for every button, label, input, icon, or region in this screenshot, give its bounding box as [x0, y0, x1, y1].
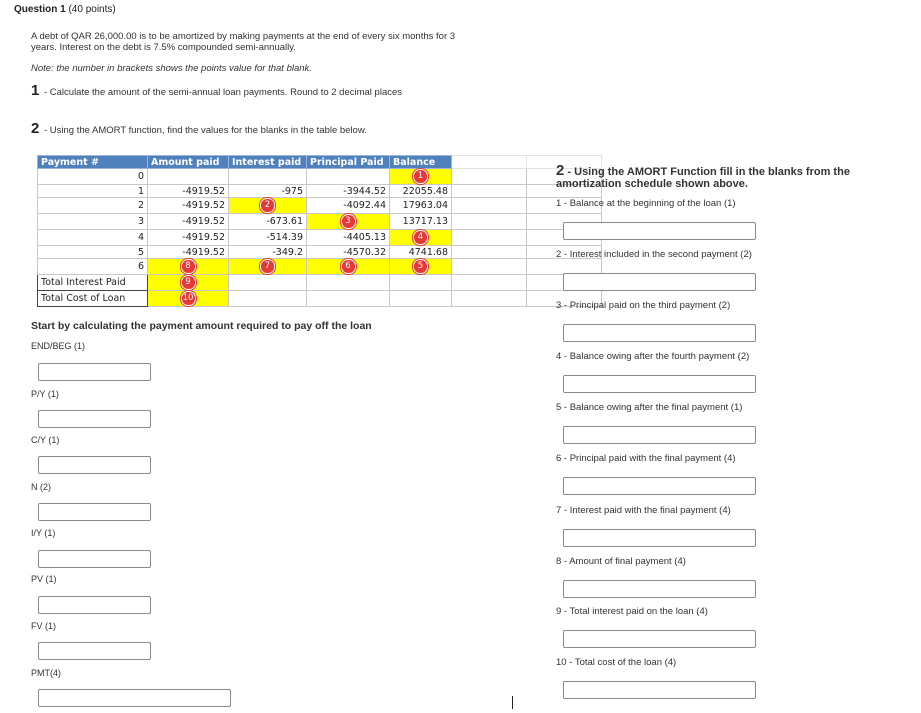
blank-4-label: 4 - Balance owing after the fourth payment (2): [556, 351, 750, 362]
blank-6-input[interactable]: [563, 477, 756, 495]
cell: -975: [229, 185, 307, 198]
empty-cell: [452, 169, 527, 185]
blank-9-label: 9 - Total interest paid on the loan (4): [556, 606, 708, 617]
blank-7-label: 7 - Interest paid with the final payment (4): [556, 505, 731, 516]
col-header: Principal Paid: [307, 156, 390, 169]
step-2-text: - Using the AMORT function, find the values for the blanks in the table below.: [43, 125, 367, 136]
empty-cell: [390, 275, 452, 291]
blank-badge: 10: [181, 291, 196, 306]
cell: -4919.52: [148, 185, 229, 198]
table-row: [38, 246, 602, 259]
blank-cell: [148, 259, 229, 275]
cell: 4: [38, 230, 148, 246]
cell: 13717.13: [390, 214, 452, 230]
col-header: Payment #: [38, 156, 148, 169]
col-header: Balance: [390, 156, 452, 169]
blank-8-label: 8 - Amount of final payment (4): [556, 556, 686, 567]
total-cost-label: Total Cost of Loan: [38, 291, 148, 307]
blank-badge: 8: [181, 259, 196, 274]
table-row: [38, 214, 602, 230]
cell: -4919.52: [148, 230, 229, 246]
table-row: [38, 230, 602, 246]
blank-6-label: 6 - Principal paid with the final payment (4): [556, 453, 736, 464]
question-label: Question 1: [14, 4, 66, 15]
cell: -4919.52: [148, 246, 229, 259]
step-2: [31, 120, 451, 137]
cell: [148, 169, 229, 185]
blank-badge: 7: [260, 259, 275, 274]
cell: -514.39: [229, 230, 307, 246]
cell: 5: [38, 246, 148, 259]
amortization-table: [37, 155, 602, 307]
cell: -673.61: [229, 214, 307, 230]
step-1-text: - Calculate the amount of the semi-annual loan payments. Round to 2 decimal places: [43, 87, 403, 98]
field-label-pv: PV (1): [31, 574, 57, 584]
cell: 2: [38, 198, 148, 214]
blank-1-input[interactable]: [563, 222, 756, 240]
py-input[interactable]: [38, 410, 151, 428]
pmt-input[interactable]: [38, 689, 231, 707]
blank-cell: [229, 198, 307, 214]
text-cursor: [512, 696, 513, 709]
cell: 3: [38, 214, 148, 230]
empty-cell: [307, 275, 390, 291]
empty-cell: [229, 291, 307, 307]
blank-cell: [390, 169, 452, 185]
total-interest-label: Total Interest Paid: [38, 275, 148, 291]
empty-cell: [452, 198, 527, 214]
question-points: (40 points): [68, 4, 116, 15]
field-label-n: N (2): [31, 482, 51, 492]
blank-2-input[interactable]: [563, 273, 756, 291]
field-label-cy: C/Y (1): [31, 435, 60, 445]
empty-cell: [452, 230, 527, 246]
blank-cell: [307, 259, 390, 275]
table-row: [38, 198, 602, 214]
blank-9-input[interactable]: [563, 630, 756, 648]
blank-badge: 9: [181, 275, 196, 290]
field-label-iy: I/Y (1): [31, 528, 56, 538]
empty-cell: [452, 214, 527, 230]
cell: -4919.52: [148, 198, 229, 214]
cell: 22055.48: [390, 185, 452, 198]
table-row: [38, 259, 602, 275]
question-title: [14, 4, 116, 15]
blank-cell: [390, 230, 452, 246]
section-title: Start by calculating the payment amount required to pay off the loan: [31, 320, 372, 332]
blank-3-input[interactable]: [563, 324, 756, 342]
cell: [307, 169, 390, 185]
blank-10-label: 10 - Total cost of the loan (4): [556, 657, 677, 668]
question-intro: A debt of QAR 26,000.00 is to be amortized by making payments at the end of every six months for 3 years. Interest on the debt is 7.5% compounded semi-annually.: [31, 31, 456, 53]
blank-3-label: 3 - Principal paid on the third payment (2): [556, 300, 731, 311]
blank-badge: 2: [260, 198, 275, 213]
field-label-py: P/Y (1): [31, 389, 59, 399]
empty-cell: [452, 259, 527, 275]
fv-input[interactable]: [38, 642, 151, 660]
cell: 6: [38, 259, 148, 275]
step-1-number: 1: [31, 82, 40, 99]
cell: 0: [38, 169, 148, 185]
blank-5-input[interactable]: [563, 426, 756, 444]
blank-2-label: 2 - Interest included in the second payment (2): [556, 249, 752, 260]
points-note: Note: the number in brackets shows the points value for that blank.: [31, 63, 312, 74]
iy-input[interactable]: [38, 550, 151, 568]
empty-cell: [452, 156, 527, 169]
cell: 4741.68: [390, 246, 452, 259]
blank-cell: [148, 275, 229, 291]
cell: -4919.52: [148, 214, 229, 230]
field-label-pmt: PMT(4): [31, 668, 61, 678]
empty-cell: [229, 275, 307, 291]
blank-cell: [307, 214, 390, 230]
empty-cell: [452, 291, 527, 307]
blank-1-label: 1 - Balance at the beginning of the loan (1): [556, 198, 736, 209]
field-label-fv: FV (1): [31, 621, 57, 631]
blank-5-label: 5 - Balance owing after the final payment (1): [556, 402, 743, 413]
table-row: [38, 169, 602, 185]
n-input[interactable]: [38, 503, 151, 521]
table-row: [38, 185, 602, 198]
col-header: Amount paid: [148, 156, 229, 169]
empty-cell: [452, 246, 527, 259]
right-section-title: [556, 162, 916, 190]
empty-cell: [390, 291, 452, 307]
cell: -4570.32: [307, 246, 390, 259]
blank-cell: [229, 259, 307, 275]
blank-cell: [390, 259, 452, 275]
cell: -4405.13: [307, 230, 390, 246]
cell: -3944.52: [307, 185, 390, 198]
cell: 1: [38, 185, 148, 198]
blank-badge: 6: [341, 259, 356, 274]
col-header: Interest paid: [229, 156, 307, 169]
table-header-row: [38, 156, 602, 169]
pv-input[interactable]: [38, 596, 151, 614]
cell: 17963.04: [390, 198, 452, 214]
cell: -4092.44: [307, 198, 390, 214]
cy-input[interactable]: [38, 456, 151, 474]
field-label-end-beg: END/BEG (1): [31, 341, 86, 351]
blank-4-input[interactable]: [563, 375, 756, 393]
step-1: [31, 82, 451, 99]
blank-cell: [148, 291, 229, 307]
table-row: [38, 275, 602, 291]
blank-badge: 4: [413, 230, 428, 245]
blank-7-input[interactable]: [563, 529, 756, 547]
right-section-text: - Using the AMORT Function fill in the blanks from the amortization schedule shown above.: [556, 166, 850, 190]
cell: -349.2: [229, 246, 307, 259]
blank-10-input[interactable]: [563, 681, 756, 699]
step-2-number: 2: [31, 120, 40, 137]
table-row: [38, 291, 602, 307]
blank-badge: 1: [413, 169, 428, 184]
right-section-number: 2: [556, 162, 565, 179]
empty-cell: [452, 275, 527, 291]
blank-badge: 3: [341, 214, 356, 229]
empty-cell: [307, 291, 390, 307]
end-beg-input[interactable]: [38, 363, 151, 381]
cell: [229, 169, 307, 185]
blank-badge: 5: [413, 259, 428, 274]
empty-cell: [452, 185, 527, 198]
blank-8-input[interactable]: [563, 580, 756, 598]
